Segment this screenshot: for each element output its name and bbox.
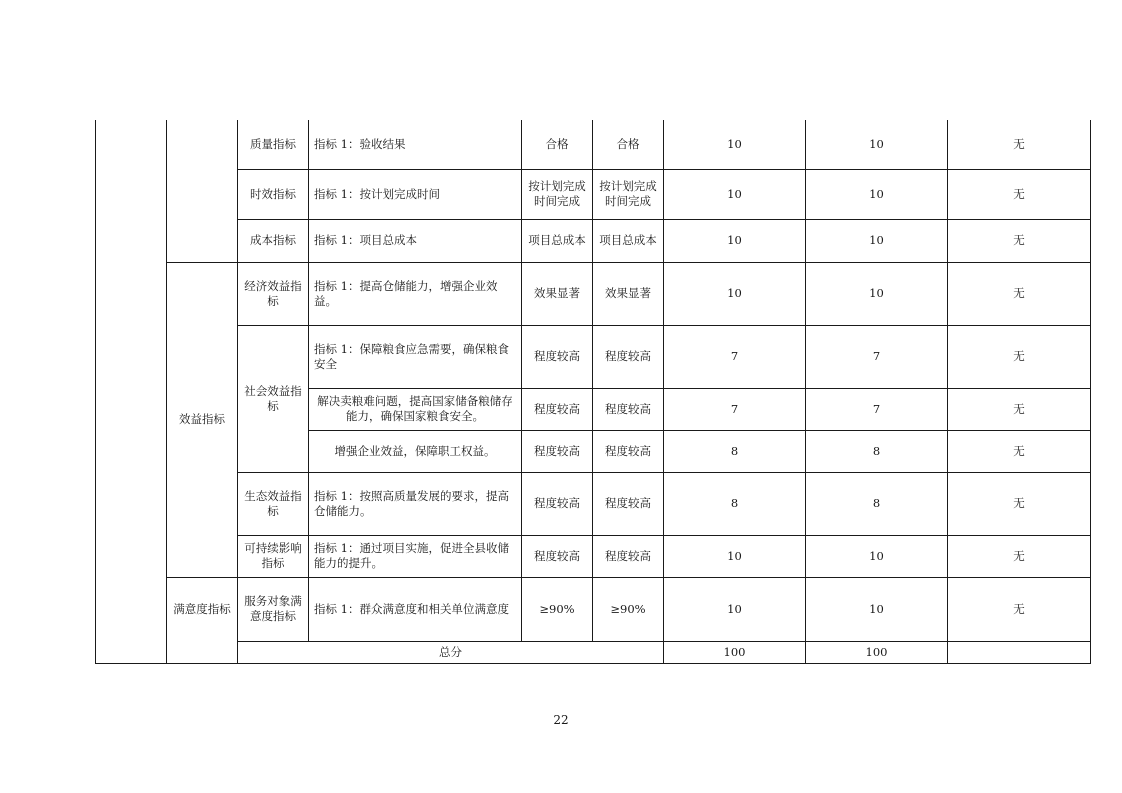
score-cell: 10 — [806, 535, 948, 577]
note-cell: 无 — [948, 388, 1091, 430]
indicator-cell: 指标 1：验收结果 — [309, 120, 522, 169]
note-cell: 无 — [948, 430, 1091, 472]
level2-cell: 服务对象满意度指标 — [238, 577, 309, 641]
weight-cell: 8 — [664, 430, 806, 472]
score-cell: 10 — [806, 577, 948, 641]
indicator-cell: 指标 1：按照高质量发展的要求，提高仓储能力。 — [309, 472, 522, 535]
total-note-cell — [948, 641, 1091, 663]
target-cell: 程度较高 — [522, 535, 593, 577]
indicator-cell: 解决卖粮难问题，提高国家储备粮储存能力，确保国家粮食安全。 — [309, 388, 522, 430]
performance-indicator-table — [95, 120, 1091, 664]
note-cell: 无 — [948, 120, 1091, 169]
score-cell: 8 — [806, 472, 948, 535]
table-row — [96, 169, 1091, 219]
target-cell: 程度较高 — [522, 388, 593, 430]
table-row — [96, 535, 1091, 577]
level2-cell: 社会效益指标 — [238, 325, 309, 472]
actual-cell: ≥90% — [593, 577, 664, 641]
weight-cell: 10 — [664, 169, 806, 219]
score-cell: 8 — [806, 430, 948, 472]
indicator-cell: 指标 1：通过项目实施，促进全县收储能力的提升。 — [309, 535, 522, 577]
weight-cell: 10 — [664, 219, 806, 262]
actual-cell: 程度较高 — [593, 430, 664, 472]
actual-cell: 按计划完成时间完成 — [593, 169, 664, 219]
target-cell: 效果显著 — [522, 262, 593, 325]
table-row — [96, 120, 1091, 169]
level2-cell: 成本指标 — [238, 219, 309, 262]
target-cell: 项目总成本 — [522, 219, 593, 262]
score-cell: 10 — [806, 262, 948, 325]
level2-cell: 可持续影响指标 — [238, 535, 309, 577]
target-cell: 按计划完成时间完成 — [522, 169, 593, 219]
indicator-cell: 指标 1：群众满意度和相关单位满意度 — [309, 577, 522, 641]
weight-cell: 10 — [664, 535, 806, 577]
level2-cell: 时效指标 — [238, 169, 309, 219]
score-cell: 7 — [806, 388, 948, 430]
weight-cell: 10 — [664, 577, 806, 641]
level1-output-continued-cell — [167, 120, 238, 262]
target-cell: ≥90% — [522, 577, 593, 641]
table-row — [96, 262, 1091, 325]
level2-cell: 生态效益指标 — [238, 472, 309, 535]
table-row — [96, 325, 1091, 388]
note-cell: 无 — [948, 169, 1091, 219]
weight-cell: 10 — [664, 262, 806, 325]
total-row — [96, 641, 1091, 663]
level2-cell: 经济效益指标 — [238, 262, 309, 325]
target-cell: 程度较高 — [522, 472, 593, 535]
indicator-cell: 指标 1：保障粮食应急需要，确保粮食安全 — [309, 325, 522, 388]
weight-cell: 10 — [664, 120, 806, 169]
indicator-cell: 指标 1：按计划完成时间 — [309, 169, 522, 219]
total-weight-cell: 100 — [664, 641, 806, 663]
actual-cell: 项目总成本 — [593, 219, 664, 262]
actual-cell: 程度较高 — [593, 325, 664, 388]
note-cell: 无 — [948, 577, 1091, 641]
total-blank-cell — [167, 641, 238, 663]
score-cell: 10 — [806, 120, 948, 169]
table-row — [96, 577, 1091, 641]
note-cell: 无 — [948, 472, 1091, 535]
actual-cell: 程度较高 — [593, 472, 664, 535]
note-cell: 无 — [948, 325, 1091, 388]
score-cell: 10 — [806, 169, 948, 219]
note-cell: 无 — [948, 219, 1091, 262]
level2-cell: 质量指标 — [238, 120, 309, 169]
note-cell: 无 — [948, 535, 1091, 577]
target-cell: 合格 — [522, 120, 593, 169]
table-row — [96, 219, 1091, 262]
table-row — [96, 472, 1091, 535]
actual-cell: 合格 — [593, 120, 664, 169]
actual-cell: 程度较高 — [593, 535, 664, 577]
level1-satisfaction-cell: 满意度指标 — [167, 577, 238, 641]
weight-cell: 8 — [664, 472, 806, 535]
target-cell: 程度较高 — [522, 325, 593, 388]
indicator-cell: 增强企业效益，保障职工权益。 — [309, 430, 522, 472]
indicator-cell: 指标 1：提高仓储能力，增强企业效益。 — [309, 262, 522, 325]
actual-cell: 效果显著 — [593, 262, 664, 325]
level1-benefit-cell: 效益指标 — [167, 262, 238, 577]
level1-continued-cell — [96, 120, 167, 663]
total-score-cell: 100 — [806, 641, 948, 663]
score-cell: 7 — [806, 325, 948, 388]
weight-cell: 7 — [664, 388, 806, 430]
indicator-cell: 指标 1：项目总成本 — [309, 219, 522, 262]
weight-cell: 7 — [664, 325, 806, 388]
target-cell: 程度较高 — [522, 430, 593, 472]
note-cell: 无 — [948, 262, 1091, 325]
total-label-cell: 总分 — [238, 641, 664, 663]
page-number: 22 — [553, 713, 569, 727]
score-cell: 10 — [806, 219, 948, 262]
actual-cell: 程度较高 — [593, 388, 664, 430]
